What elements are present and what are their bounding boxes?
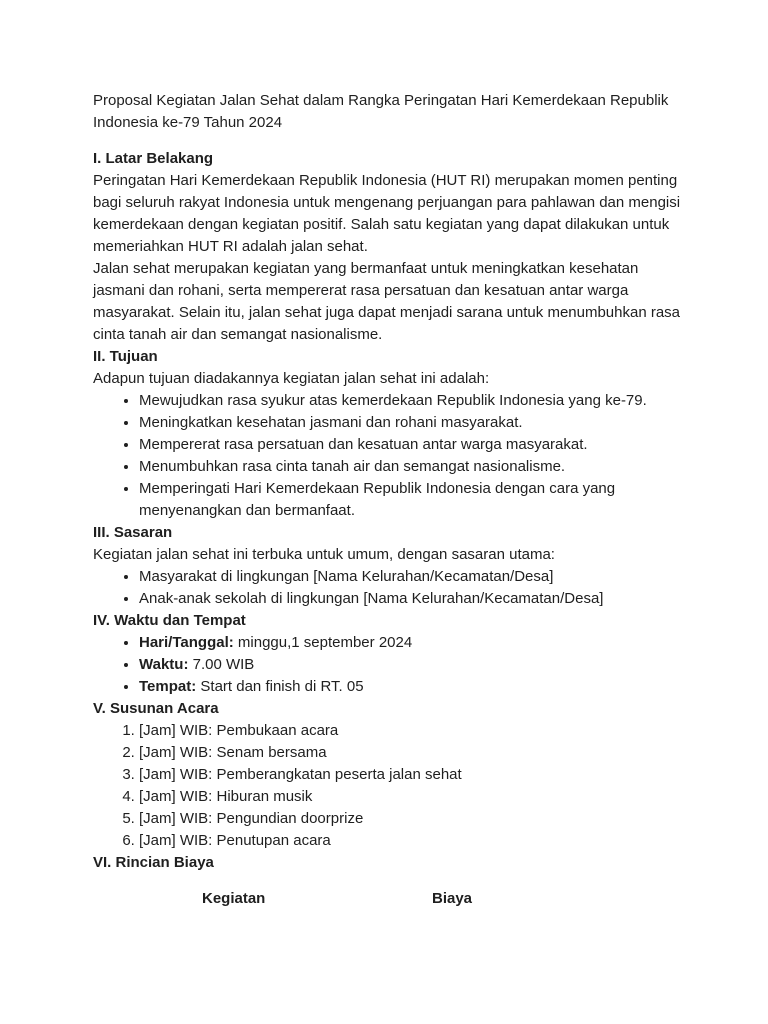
document-body — [93, 90, 683, 910]
section-heading-susunan-acara: V. Susunan Acara — [93, 700, 219, 717]
document-title: Proposal Kegiatan Jalan Sehat dalam Rangka Peringatan Hari Kemerdekaan Republik Indonesia ke-79 Tahun 2024 — [93, 92, 669, 131]
sasaran-list — [93, 566, 683, 610]
list-item: • Meningkatkan kesehatan jasmani dan rohani masyarakat. — [139, 412, 683, 434]
section-heading-waktu-tempat: IV. Waktu dan Tempat — [93, 612, 246, 629]
biaya-table-header — [93, 888, 683, 910]
label-waktu: Waktu: — [139, 656, 189, 673]
section-heading-rincian-biaya: VI. Rincian Biaya — [93, 854, 214, 871]
label-tempat: Tempat: — [139, 678, 197, 695]
susunan-acara-list — [93, 720, 683, 852]
list-item: • Menumbuhkan rasa cinta tanah air dan semangat nasionalisme. — [139, 456, 683, 478]
section-heading-tujuan: II. Tujuan — [93, 348, 158, 365]
list-item-hari-tanggal — [139, 632, 683, 654]
value-waktu: 7.00 WIB — [188, 656, 255, 673]
list-item: • Memperingati Hari Kemerdekaan Republik Indonesia dengan cara yang menyenangkan dan bermanfaat. — [139, 478, 683, 522]
paragraph-latar-belakang-1: Peringatan Hari Kemerdekaan Republik Indonesia (HUT RI) merupakan momen penting bagi seluruh rakyat Indonesia untuk mengenang perjuangan para pahlawan dan mengisi kemerdekaan dengan kegiatan positif. Salah satu kegiatan yang dapat dilakukan untuk memeriahkan HUT RI adalah jalan sehat. — [93, 172, 681, 255]
waktu-tempat-list — [93, 632, 683, 698]
list-item: 2. [Jam] WIB: Senam bersama — [139, 742, 683, 764]
list-item: • Anak-anak sekolah di lingkungan [Nama Kelurahan/Kecamatan/Desa] — [139, 588, 683, 610]
list-item: 1. [Jam] WIB: Pembukaan acara — [139, 720, 683, 742]
value-hari-tanggal: minggu,1 september 2024 — [233, 634, 413, 651]
list-item: 6. [Jam] WIB: Penutupan acara — [139, 830, 683, 852]
list-item-waktu — [139, 654, 683, 676]
list-item-tempat — [139, 676, 683, 698]
value-tempat: Start dan finish di RT. 05 — [196, 678, 364, 695]
table-header-kegiatan: Kegiatan — [202, 890, 266, 907]
paragraph-latar-belakang-2: Jalan sehat merupakan kegiatan yang bermanfaat untuk meningkatkan kesehatan jasmani dan rohani, serta mempererat rasa persatuan dan kesatuan antar warga masyarakat. Selain itu, jalan sehat juga dapat menjadi sarana untuk menumbuhkan rasa cinta tanah air dan semangat nasionalisme. — [93, 260, 681, 343]
section-heading-sasaran: III. Sasaran — [93, 524, 173, 541]
list-item: 4. [Jam] WIB: Hiburan musik — [139, 786, 683, 808]
list-item: 5. [Jam] WIB: Pengundian doorprize — [139, 808, 683, 830]
tujuan-list — [93, 390, 683, 522]
label-hari-tanggal: Hari/Tanggal: — [139, 634, 234, 651]
section-heading-latar-belakang: I. Latar Belakang — [93, 150, 214, 167]
list-item: • Mempererat rasa persatuan dan kesatuan antar warga masyarakat. — [139, 434, 683, 456]
list-item: 3. [Jam] WIB: Pemberangkatan peserta jalan sehat — [139, 764, 683, 786]
table-header-biaya: Biaya — [432, 890, 473, 907]
list-item: • Mewujudkan rasa syukur atas kemerdekaan Republik Indonesia yang ke-79. — [139, 390, 683, 412]
paragraph-tujuan-intro: Adapun tujuan diadakannya kegiatan jalan sehat ini adalah: — [93, 370, 490, 387]
paragraph-sasaran-intro: Kegiatan jalan sehat ini terbuka untuk umum, dengan sasaran utama: — [93, 546, 555, 563]
list-item: • Masyarakat di lingkungan [Nama Kelurahan/Kecamatan/Desa] — [139, 566, 683, 588]
